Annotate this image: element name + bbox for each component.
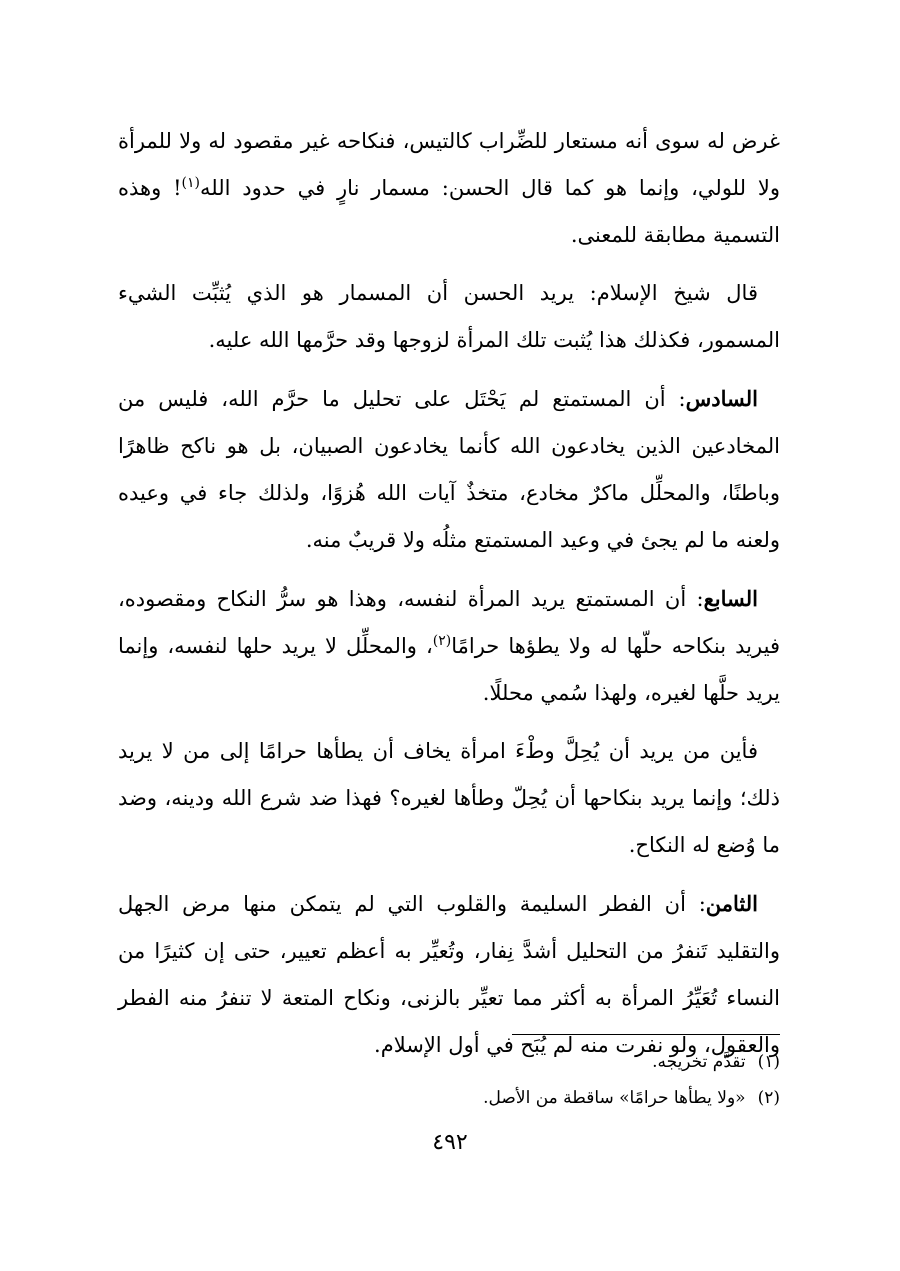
- paragraph-3-text: : أن المستمتع لم يَحْتَل على تحليل ما حرَّم الله، فليس من المخادعين الذين يخادعون الله كأنما يخادعون الصبيان، بل هو ناكح ظاهرًا وباطنًا، والمحلِّل ماكرٌ مخادع، متخذٌ آيات الله هُزوًا، ولذلك جاء في وعيده ولعنه ما لم يجئ في وعيد المستمتع مثلُه ولا قريبٌ منه.: [118, 387, 780, 552]
- footnote-divider: [512, 1034, 780, 1035]
- paragraph-3: [118, 375, 780, 564]
- footnote-2-text: «ولا يطأها حرامًا» ساقطة من الأصل.: [483, 1088, 746, 1108]
- paragraph-4-heading: السابع: [703, 586, 758, 611]
- paragraph-4-text: : أن المستمتع يريد المرأة لنفسه، وهذا هو سرُّ النكاح ومقصوده، فيريد بنكاحه حلّها له ولا يطؤها حرامًا: [118, 587, 780, 658]
- paragraph-3-heading: السادس: [685, 386, 758, 411]
- footnote-2-number: (٢): [757, 1088, 780, 1108]
- footnote-1: [118, 1044, 780, 1080]
- main-text: [118, 118, 780, 1080]
- footnote-ref-2[interactable]: (٢): [432, 633, 452, 649]
- footnotes: [118, 1044, 780, 1116]
- footnote-1-text: تقدَّم تخريجه.: [652, 1052, 746, 1072]
- paragraph-6-heading: الثامن: [705, 891, 758, 916]
- paragraph-6: [118, 880, 780, 1069]
- footnote-2: [118, 1080, 780, 1116]
- paragraph-2: [118, 270, 780, 364]
- paragraph-6-text: : أن الفطر السليمة والقلوب التي لم يتمكن منها مرض الجهل والتقليد تَنفرُ من التحليل أشدَّ نِفار، وتُعيِّر به أعظم تعيير، حتى إن كثيرًا من النساء تُعَيِّرُ المرأة به أكثر مما تعيِّر بالزنى، ونكاح المتعة لا تنفرُ منه الفطر والعقول، ولو نفرت منه لم يُبَح في أول الإسلام.: [118, 892, 780, 1057]
- paragraph-5: [118, 728, 780, 869]
- page-number: ٤٩٢: [432, 1130, 468, 1155]
- footnote-ref-1[interactable]: (١): [181, 175, 200, 191]
- paragraph-2-text: قال شيخ الإسلام: يريد الحسن أن المسمار هو الذي يُثبِّت الشيء المسمور، فكذلك هذا يُثبت تلك المرأة لزوجها وقد حرَّمها الله عليه.: [118, 281, 780, 352]
- paragraph-1-text: غرض له سوى أنه مستعار للضِّراب كالتيس، فنكاحه غير مقصود له ولا للمرأة ولا للولي، وإنما هو كما قال الحسن: مسمار نارٍ في حدود الله: [118, 129, 780, 200]
- paragraph-4: [118, 575, 780, 717]
- footnote-1-number: (١): [757, 1052, 780, 1072]
- paragraph-4-tail: ، والمحلِّل لا يريد حلها لنفسه، وإنما يريد حلَّها لغيره، ولهذا سُمي محللًا.: [118, 634, 780, 705]
- paragraph-1-tail: ! وهذه التسمية مطابقة للمعنى.: [118, 176, 780, 247]
- paragraph-1: [118, 118, 780, 259]
- paragraph-5-text: فأين من يريد أن يُحِلَّ وطْءَ امرأة يخاف أن يطأها حرامًا إلى من لا يريد ذلك؛ وإنما يريد بنكاحها أن يُحِلّ وطأها لغيره؟ فهذا ضد شرع الله ودينه، وضد ما وُضع له النكاح.: [118, 739, 780, 857]
